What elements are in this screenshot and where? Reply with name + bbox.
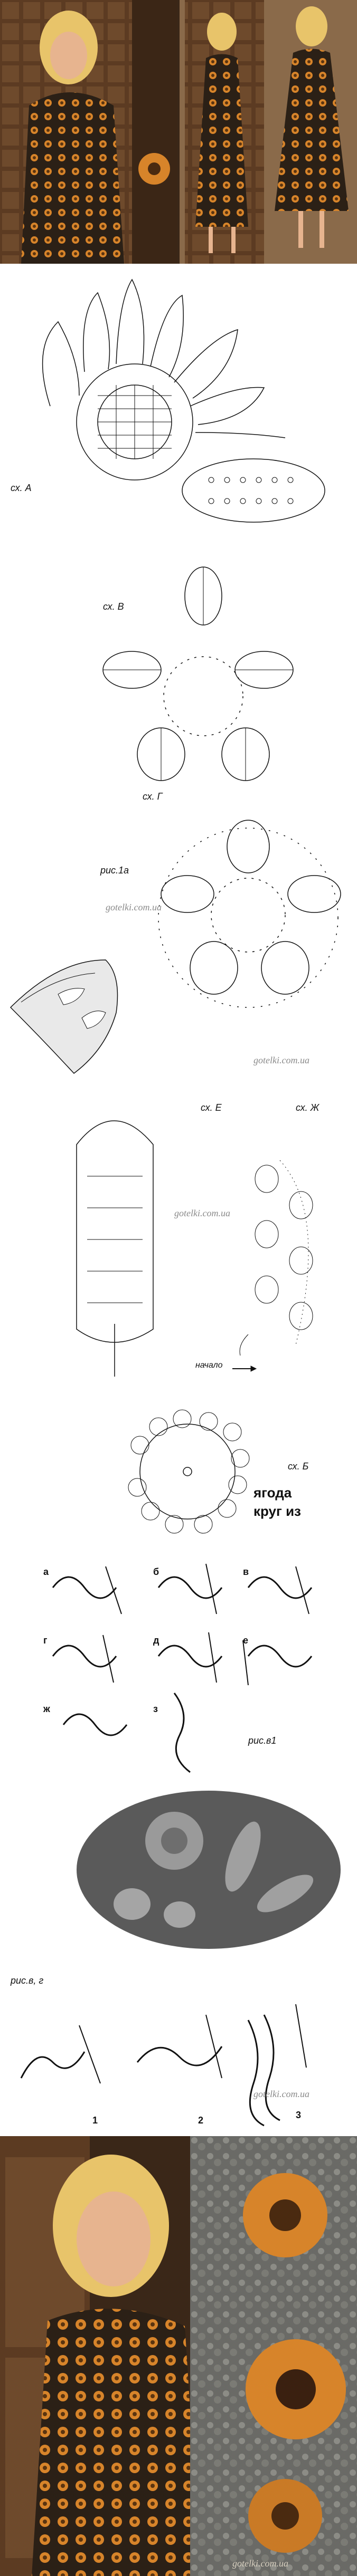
step-z-label: з [153, 1704, 158, 1714]
fig-num-2: 2 [198, 2115, 204, 2126]
motif-photo-section [0, 1783, 357, 1957]
fig-v1-label: рис.в1 [248, 1735, 277, 1746]
step-a-label: а [43, 1566, 49, 1577]
scheme-e-label: сх. Е [201, 1102, 222, 1113]
scheme-b-label: сх. Б [288, 1461, 309, 1472]
scheme-g-label: сх. Г [143, 791, 163, 802]
step-zh-label: ж [43, 1704, 50, 1714]
scheme-g-section [0, 786, 357, 1081]
watermark-5: gotelki.com.ua [232, 2558, 288, 2569]
scheme-v-label: сх. В [103, 601, 124, 612]
watermark-4: gotelki.com.ua [253, 2089, 309, 2099]
step-d-label: д [153, 1635, 159, 1646]
step-v-label: в [243, 1566, 249, 1577]
bottom-photo-section [0, 2136, 357, 2576]
watermark-1: gotelki.com.ua [106, 902, 162, 912]
scheme-zh-label: сх. Ж [296, 1102, 320, 1113]
fig-num-3: 3 [296, 2110, 302, 2120]
fig-vg-diagram [0, 1957, 357, 2136]
scheme-a-label: сх. А [11, 483, 32, 493]
scheme-a-diagram [0, 264, 357, 538]
scheme-v-section [0, 538, 357, 786]
watermark-3: gotelki.com.ua [174, 1208, 230, 1218]
scheme-e-zh-b-section [0, 1081, 357, 1535]
step-g-label: г [43, 1635, 48, 1646]
top-photo-strip [0, 0, 357, 264]
bottom-photo-illustration [0, 2136, 357, 2576]
stitch-steps-diagram [0, 1535, 357, 1783]
fig-num-1: 1 [92, 2115, 98, 2126]
berry-note-line2: круг из [253, 1503, 301, 1519]
motif-photo-illustration [0, 1783, 357, 1957]
berry-note-line1: ягода [253, 1485, 292, 1501]
stitch-steps-section [0, 1535, 357, 1783]
step-e-label: е [243, 1635, 249, 1646]
fig-vg-label: рис.в, г [11, 1975, 44, 1986]
top-photo-illustration [0, 0, 357, 264]
fig-vg-section [0, 1957, 357, 2136]
start-label: начало [195, 1361, 223, 1370]
step-b-label: б [153, 1566, 159, 1577]
scheme-g-diagram [0, 786, 357, 1081]
fig-1a-label: рис.1а [100, 865, 129, 876]
watermark-2: gotelki.com.ua [253, 1055, 309, 1065]
scheme-a-section [0, 264, 357, 538]
scheme-v-diagram [0, 538, 357, 786]
